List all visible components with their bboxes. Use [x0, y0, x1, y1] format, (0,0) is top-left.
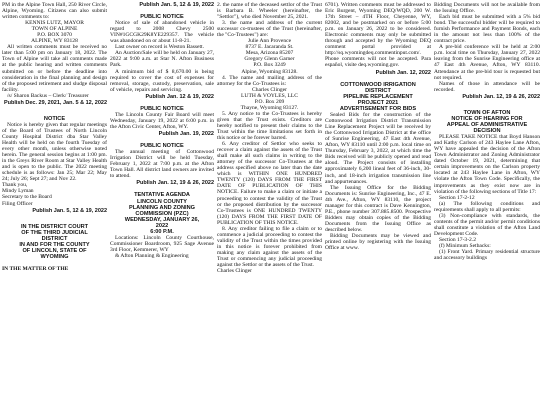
- notice-body: Last owner on record is Weston Bassett.: [115, 44, 204, 51]
- heading-line: WEDNESDAY, JANUARY 26,: [124, 216, 200, 223]
- court-heading: [2, 224, 107, 261]
- heading-line: LINCOLN COUNTY: [136, 198, 188, 205]
- heading-line: DISTRICT: [41, 235, 68, 242]
- notice-closing: Thank you,: [2, 182, 28, 189]
- heading-line: IN THE DISTRICT COURT: [20, 223, 89, 230]
- notice-body: 8. Any creditor failing to file a claim or to commence a judicial proceeding to contest the validity of the Trust within the times provided in this notice is forever prohibited from making any claim against the assets of the Trust or commencing any judicial proceeding against the Settlor or the assets of the Trust.: [217, 225, 322, 269]
- publish-dates: Publish Dec. 29, 2021, Jan. 5 & 12, 2022: [3, 99, 107, 106]
- publish-dates: Publish Jan. 5, 12 & 19, 2022: [32, 207, 107, 214]
- heading-line: COTTONWOOD IRRIGATION: [340, 81, 416, 88]
- section-item: (3) Non-compliance with standards, the contents of the permit and/or permit conditions shall constitute a violation of the Afton Land Development Code.: [434, 212, 540, 237]
- notice-body: Names of those in attendance will be recorded.: [434, 80, 540, 93]
- heading-line: PIPELINE REPLACEMENT: [343, 93, 413, 100]
- notice-body: 2. the name of the deceased settlor of the Trust is Barbara B. Wheeler (hereinafter, the "Settlor"), who died November 25, 2021.: [217, 2, 322, 21]
- heading-line: DECISION: [473, 128, 501, 135]
- column-4: [325, 2, 431, 400]
- section-label: Section 17-2-12: [439, 194, 475, 201]
- notice-body: An Auction/Sale will be held on January 27, 2022 at 9:00 a.m. at Star N. Afton Business Park.: [110, 50, 214, 69]
- column-1: [2, 2, 107, 400]
- address-line: Julie Ann Provence: [247, 38, 292, 45]
- publish-dates: Publish Jan. 12, 19 & 26, 2022: [462, 93, 540, 100]
- notice-body: Each bid must be submitted with a 5% bid bond. The successful bidder will be required to furnish Performance and Payment Bonds, each in the amount not less than 100% of the contract price.: [434, 14, 540, 45]
- address-block: [2, 20, 107, 44]
- address-line: Alpine, Wyoming 83128.: [241, 68, 298, 75]
- notice-body: 5. Any notice to the Co-Trustees is hereby given that the Trust exists. Creditors are hereby notified to present their claims to the Trust within the time limitations set forth in this notice or be forever barred.: [217, 110, 322, 142]
- address-line: Charles Clinger: [252, 86, 287, 93]
- notice-signature: /s/ Sharon Backus – Clerk/ Treasurer: [7, 92, 89, 99]
- agenda-heading: [110, 192, 214, 235]
- address-block: [217, 87, 322, 111]
- publish-dates: Publish Jan. 12, 19 & 26, 2022: [136, 180, 214, 187]
- section-item: (a) The following conditions and requirements shall apply to all permits:: [434, 200, 540, 213]
- signature-line: Mindy Lyman: [2, 188, 34, 195]
- notice-body: 3. the name and address of the current successor co-trustees of the Trust (hereinafter, the "Co-Trustees") are:: [217, 20, 322, 39]
- notice-body: A pre-bid conference will be held at 2:00 p.m. local time on Thursday, January 27, 2022 leaving from the Sunrise Engineering office at 47 East 4th Avenue, Afton, WY 83110. Attendance at the pre-bid tour is requested but not required.: [434, 44, 540, 81]
- heading-line: NOTICE OF HEARING FOR: [451, 115, 523, 122]
- notice-body: 6. Any creditor of Settlor who seeks to recover a claim against the assets of the Trust shall make all such claims in writing to the attorney of the successor Co-Trustees at the address specified above no later than the date which is WITHIN ONE HUNDRED TWENTY (120) DAYS FROM THE FIRST DATE OF PUBLICATION OF THIS NOTICE. Failure to make a claim or initiate a proceeding to contest the validity of the Trust or the proposed distribution by the successor Co-Trustees is ONE HUNDRED TWENTY (120) DAYS FROM THE FIRST DATE OF PUBLICATION OF THIS NOTICE.: [217, 141, 322, 226]
- column-2: [110, 2, 214, 400]
- notice-body: Notice is hereby given that regular meetings of the Board of Trustees of North Lincoln County Hospital District dba Star Valley Health will be held on the fourth Tuesday of every other month, unless otherwise noted herein. The general session begins at 1:00 pm. in the Greys River Room at Star Valley Health and is open to the public. The 2022 meeting schedule is as follows: Jan 25; Mar 22; May 24; July 26; Sept 27; and Nov 22.: [2, 121, 107, 183]
- address-line: TOWN OF ALPINE: [31, 26, 78, 33]
- notice-body: PLEASE TAKE NOTICE that Boyd Hanson and Kathy Carlson of 243 Haylee Lane Afton, WY have appealed the decision of the Afton Town Administrator and Zoning Administrator dated October 19, 2021, determining that certain improvements on the Carlson property located at 243 Haylee Lane in Afton, WY violate the Afton Town Code. Specifically, the improvements as they exist now are in violation of the following sections of Title 17:: [434, 134, 540, 195]
- notice-signature: Charles Clinger: [217, 268, 252, 275]
- address-line: ALPINE, WY 83128: [31, 38, 78, 45]
- heading-line: 2022: [155, 222, 169, 229]
- publish-dates: Publish Jan. 12, 2022: [375, 69, 431, 76]
- signature-block: [2, 188, 107, 206]
- notice-body: All written comments must be received no later than 5:00 pm on January 18, 2022. The Town of Alpine will take all comments made at the public hearing and written comments submitted on or before the deadline into consideration in the final planning and design of the proposed retirement and sludge disposal facility.: [2, 44, 107, 93]
- heading-line: IN AND FOR THE COUNTY: [19, 241, 90, 248]
- publish-dates: Publish Jan. 5, 12 & 19, 2022: [139, 2, 214, 8]
- bid-heading: [325, 82, 431, 112]
- section-label: Section 17-3-2.2: [439, 236, 476, 243]
- notice-body: The annual meeting of Cottonwood Irrigation District will be held Tuesday, February 1, 2022 at 7:00 p.m. at the Afton Town Hall. All district land owners are invited to attend.: [110, 149, 214, 180]
- notice-body: & Afton Planning & Engineering: [115, 253, 189, 260]
- heading-line: OF LINCOLN, STATE OF: [22, 247, 87, 254]
- notice-body: A minimum bid of $ 8,670.00 is being required to cover the cost of expenses for removal, storage, custody, preservation, sale of vehicle, repairs and servicing.: [110, 68, 214, 93]
- hearing-heading: [434, 110, 540, 134]
- heading-line: 6:00 P.M.: [150, 228, 174, 235]
- address-line: LUTH & VOYLES, LLC: [241, 92, 298, 99]
- heading-line: TOWN OF AFTON: [463, 109, 511, 116]
- matter-line: IN THE MATTER OF THE: [2, 266, 69, 273]
- signature-line: Secretary to the Board: [2, 194, 52, 201]
- section-item: (f) Minimum Setbacks:: [439, 242, 491, 249]
- notice-heading: PUBLIC NOTICE: [140, 105, 184, 112]
- heading-line: PLANNING AND ZONING: [129, 204, 195, 211]
- notice-body: 6701). Written comments must be addressed to Eric Burgent, Wyoming DEQ/WQD, 200 W. 17th Street – 4TH Floor, Cheyenne, WY, 82002, and be postmarked on or before 5:00 p.m. on January 26, 2022 to be considered. Electronic comments may only be submitted through and accepted by the Wyoming DEQ comment portal provided at http://sq.wyomingdeq.commentinput.com/. Phone comments will not be accepted. Para español, visite deq.wyoming.gov.: [325, 2, 431, 69]
- heading-line: DISTRICT: [365, 87, 391, 94]
- heading-line: WYOMING: [40, 254, 69, 261]
- notice-body: Sealed Bids for the construction of the Cottonwood Irrigation District Transmission Line Replacement Project will be received by the Cottonwood Irrigation District at the office of Sunrise Engineering, 47 East 4th Avenue, Afton, WY 83110 until 2:00 p.m. local time on Thursday, February 3, 2022, at which time the Bids received will be publicly opened and read aloud. The Project consists of installing approximately 6,200 lineal feet of 36-inch, 30-inch, and 18-inch irrigation transmission line and appurtenances.: [325, 112, 431, 185]
- publish-dates: Publish Jan. 19, 2022: [158, 130, 214, 137]
- column-5: [434, 2, 540, 400]
- notice-body: Bidding Documents will not be available from the Issuing Office.: [434, 2, 540, 15]
- address-line: P.O. Box 209: [254, 98, 285, 105]
- notice-body: The Issuing Office for the Bidding Documents is: Sunrise Engineering, Inc., 47 E. 4th Ave., Afton, WY 83110, the project manager for this contract is Dave Kennington, P.E., phone number 307.885.8500. Prospective Bidders may obtain copies of the Bidding Documents from the Issuing Office as described below.: [325, 184, 431, 233]
- publish-dates: Publish Jan. 12 & 19, 2022: [145, 93, 214, 100]
- address-line: Thayne, Wyoming 83127.: [240, 104, 299, 111]
- heading-line: PROJECT 2021: [357, 99, 399, 106]
- notice-body: Locations: Lincoln County Courthouse, Commissioner Boardroom, 925 Sage Avenue 3rd Floor, Kemmerer, WY: [110, 235, 214, 254]
- column-3: [217, 2, 322, 400]
- address-line: KENNIS LUTZ, MAYOR: [25, 20, 84, 27]
- section-item: (1) Front Yard. Primary residential structure and accessory buildings: [434, 249, 540, 262]
- address-line: 8737 E. Jacaranda St.: [245, 44, 294, 51]
- notice-heading: NOTICE: [43, 115, 66, 122]
- heading-line: ADVERTISEMENT FOR BIDS: [339, 105, 417, 112]
- address-line: P.O. Box 3249: [253, 62, 286, 69]
- address-line: Mesa, Arizona 85207: [245, 50, 294, 57]
- address-block: [217, 38, 322, 74]
- notice-heading: PUBLIC NOTICE: [140, 143, 184, 150]
- heading-line: COMMISSION (PZC): [135, 210, 189, 217]
- heading-line: OF THE THIRD JUDICIAL: [21, 229, 88, 236]
- notice-body: The Lincoln County Fair Board will meet Wednesday, January 19, 2022 at 6:00 p.m. in the Afton Civic Center, Afton, WY.: [110, 111, 214, 130]
- address-line: Gregory Glenn Garner: [244, 56, 295, 63]
- notice-heading: PUBLIC NOTICE: [140, 14, 184, 21]
- notice-body: PM in the Alpine Town Hall, 250 River Circle, Alpine, Wyoming. Citizens can also submit written comments to:: [2, 2, 107, 21]
- heading-line: TENTATIVE AGENDA: [134, 192, 190, 199]
- signature-line: Filing Officer: [2, 200, 33, 207]
- notice-body: Bidding Documents may be viewed and printed online by registering with the Issuing Office at www.: [325, 232, 431, 252]
- heading-line: APPEAL OF ADMINISTRATIVE: [446, 121, 528, 128]
- notice-body: 4. The name and mailing address of the attorney for the Co-Trustees is:: [217, 74, 322, 87]
- address-line: P.O. BOX 3070: [37, 32, 72, 39]
- notice-body: Notice of sale of abandoned vehicle in regard to 2008 Chevy 2500 VIN#1GCGK29K8YE229357. The vehicle was abandoned on or about 11-8-21.: [110, 20, 214, 45]
